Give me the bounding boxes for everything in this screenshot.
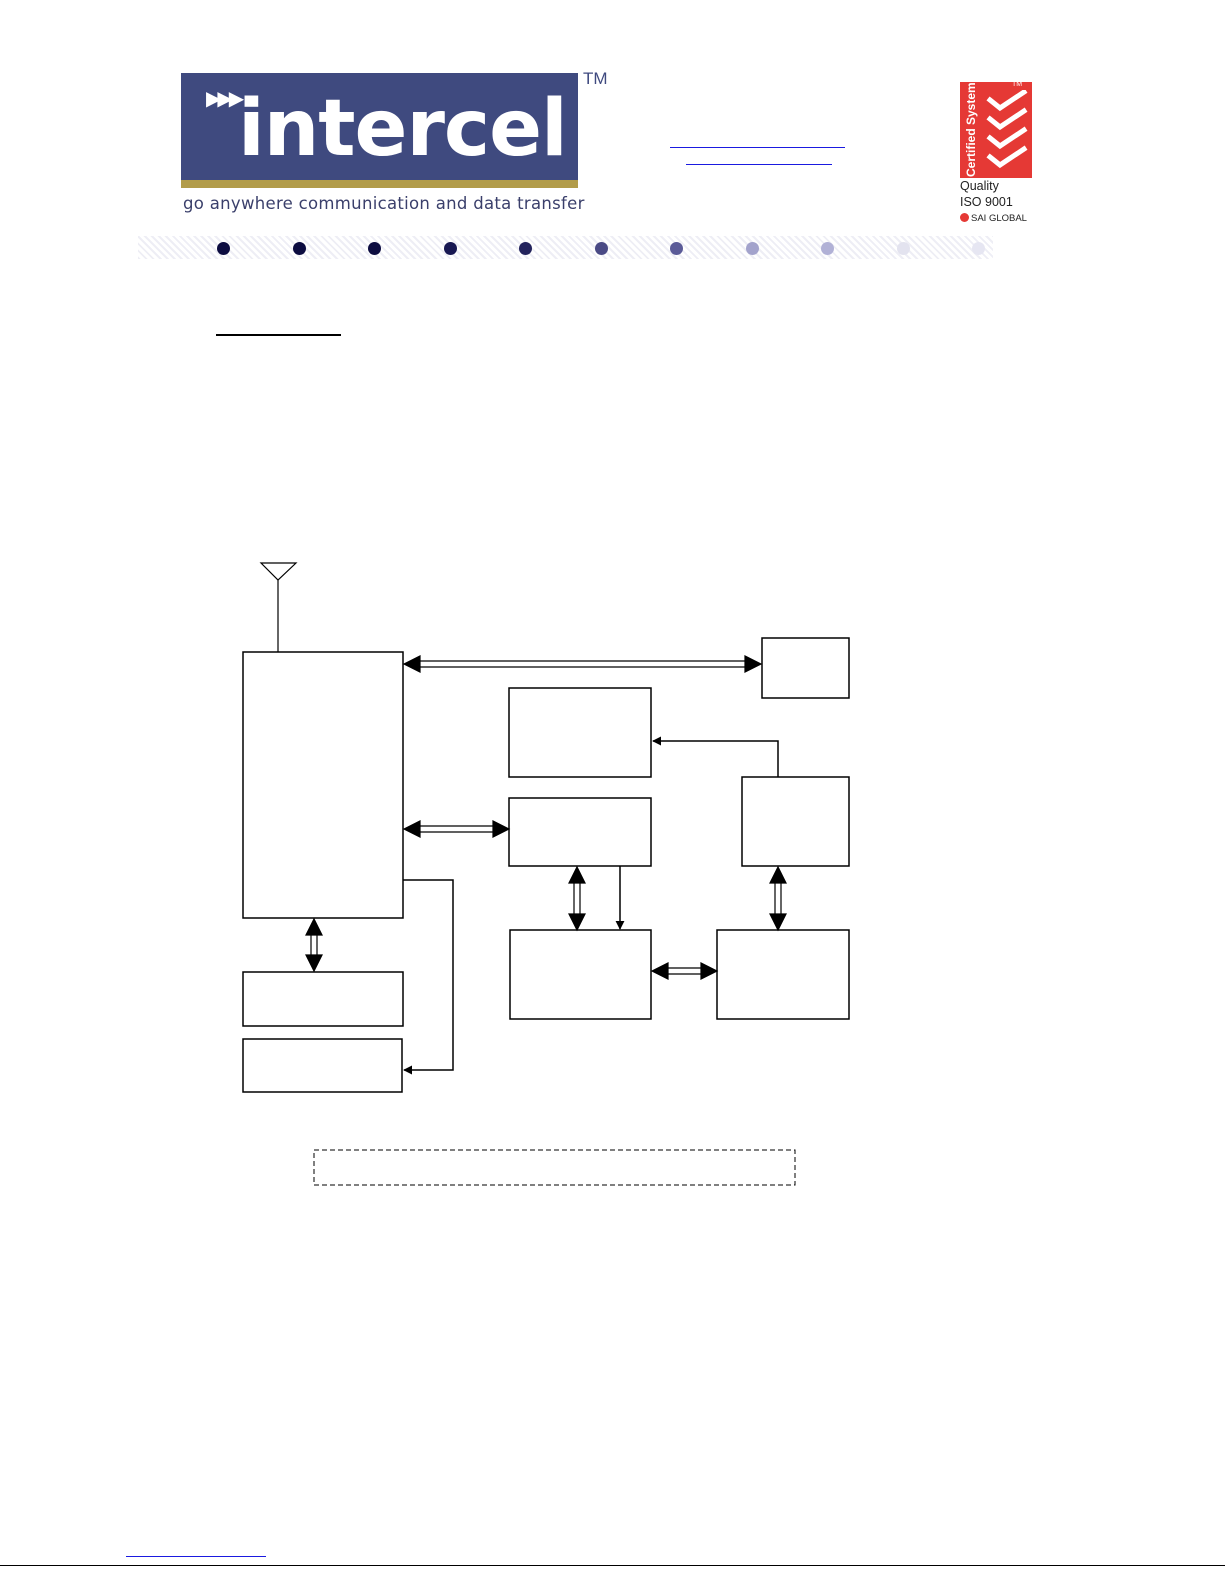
antenna-icon — [261, 563, 296, 652]
center-top-box — [509, 688, 651, 777]
double-arrow-icon — [770, 867, 786, 930]
badge-line-quality: Quality — [960, 179, 999, 193]
footer-rule — [0, 1565, 1225, 1566]
right-bottom-box — [717, 930, 849, 1019]
logo-tagline: go anywhere communication and data transfer — [183, 194, 585, 213]
center-bottom-box — [510, 930, 651, 1019]
badge-trademark: TM — [1012, 81, 1023, 88]
logo-chevrons-icon: ▶▶▶ — [206, 88, 241, 110]
top-right-box — [762, 638, 849, 698]
badge-line-iso: ISO 9001 — [960, 195, 1013, 209]
footer-link[interactable] — [126, 1556, 266, 1557]
caption-frame — [314, 1150, 795, 1185]
double-arrow-icon — [306, 919, 322, 971]
left-lower-box-1 — [243, 972, 403, 1026]
logo-wordmark: intercel — [238, 84, 567, 174]
double-arrow-icon — [652, 963, 717, 979]
sai-global-text: SAI GLOBAL — [971, 213, 1027, 224]
main-module-box — [243, 652, 403, 918]
double-arrow-icon — [404, 821, 509, 837]
center-mid-box — [509, 798, 651, 866]
arrow-icon — [653, 741, 778, 777]
left-lower-box-2 — [243, 1039, 402, 1092]
right-mid-box — [742, 777, 849, 866]
double-arrow-icon — [569, 867, 585, 930]
logo-trademark: TM — [583, 69, 608, 88]
arrow-icon — [403, 880, 453, 1070]
double-arrow-icon — [404, 656, 761, 672]
badge-vertical-text: Certified System — [964, 82, 978, 178]
